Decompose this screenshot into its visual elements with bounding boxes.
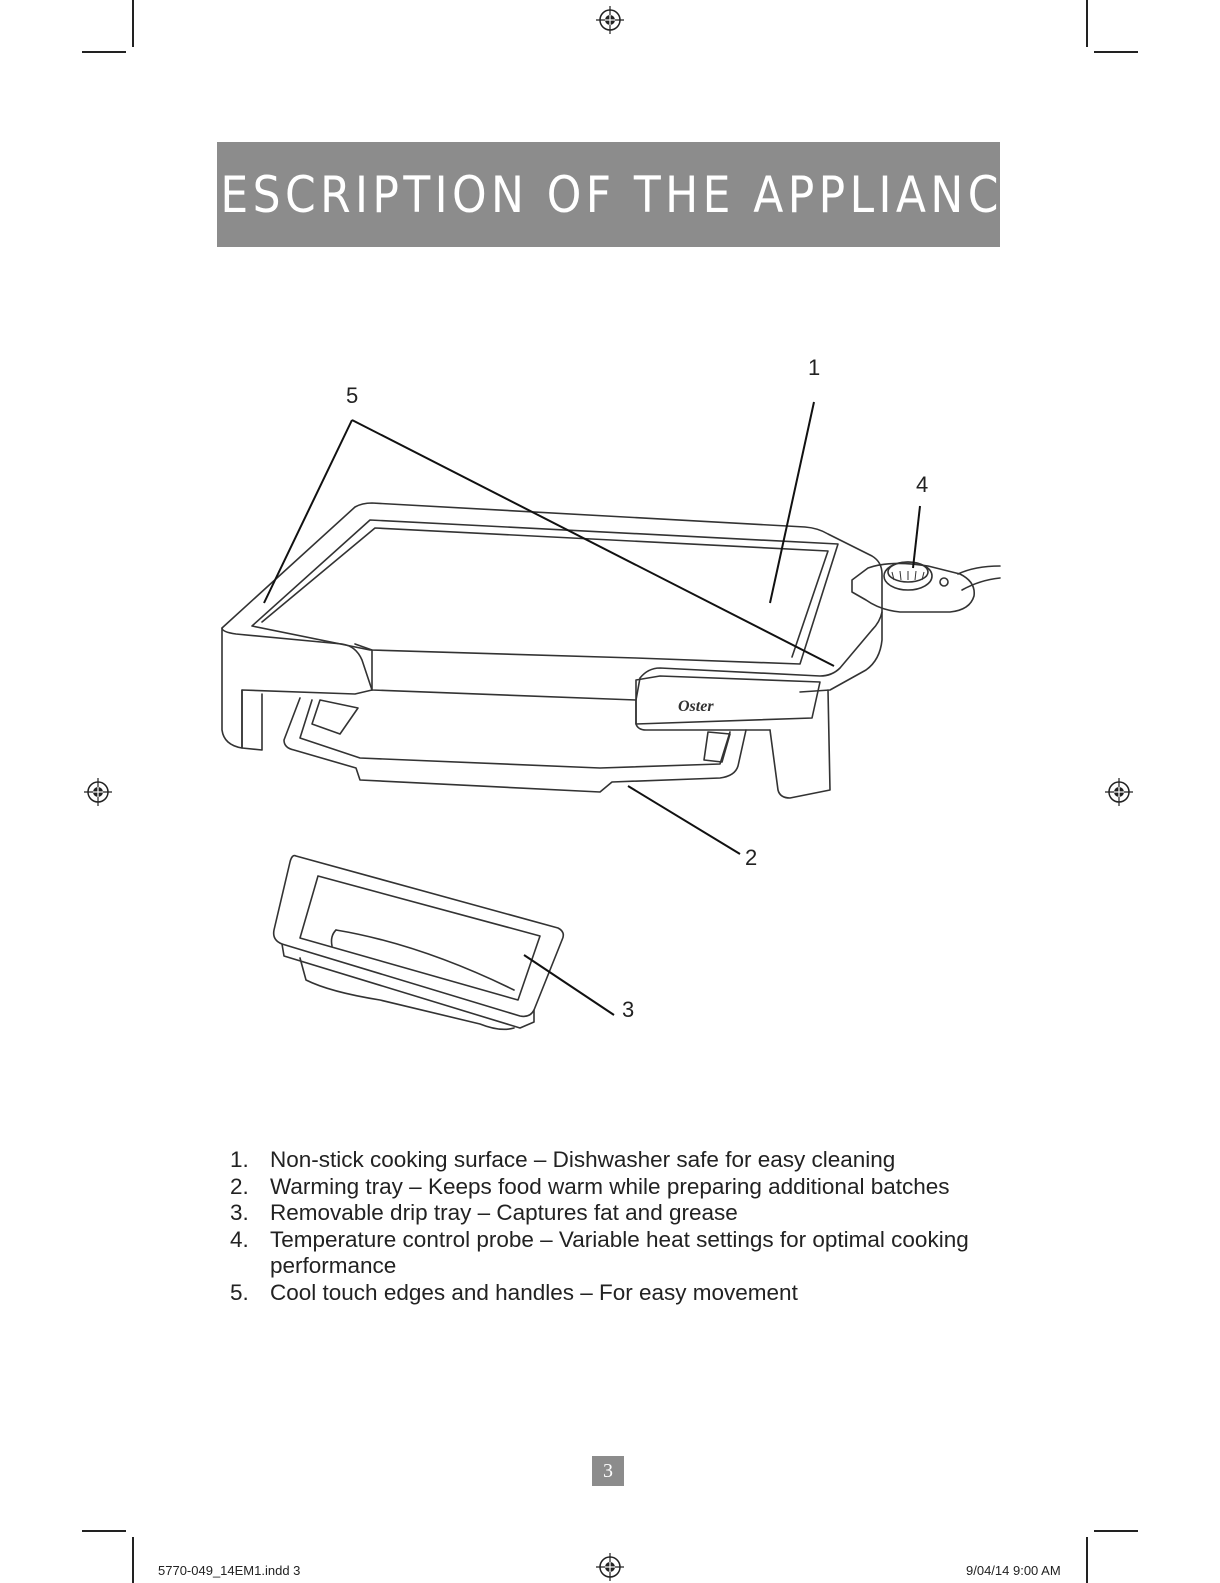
griddle-outer-rim xyxy=(222,503,882,700)
parts-legend xyxy=(230,1147,990,1306)
crop-mark-bottom-left-vertical xyxy=(132,1537,134,1583)
registration-mark-bottom-icon xyxy=(596,1553,624,1581)
slug-file-name: 5770-049_14EM1.indd 3 xyxy=(158,1563,301,1578)
legend-item: 5. Cool touch edges and handles – For easy movement xyxy=(230,1279,798,1305)
temperature-probe xyxy=(852,563,974,612)
crop-mark-bottom-right-vertical xyxy=(1086,1537,1088,1583)
legend-item: 2. Warming tray – Keeps food warm while preparing additional batches xyxy=(230,1173,950,1199)
legend-item: 3. Removable drip tray – Captures fat and grease xyxy=(230,1200,738,1225)
crop-mark-bottom-right-horizontal xyxy=(1094,1530,1138,1532)
legend-item: 4. Temperature control probe – Variable heat settings for optimal cooking performance xyxy=(230,1226,969,1278)
crop-mark-bottom-left-horizontal xyxy=(82,1530,126,1532)
callout-5: 5 xyxy=(346,383,359,408)
callout-3: 3 xyxy=(622,997,635,1022)
callout-1: 1 xyxy=(808,355,821,380)
cooking-surface xyxy=(252,520,838,664)
callout-4: 4 xyxy=(916,472,929,497)
slug-date-time: 9/04/14 9:00 AM xyxy=(966,1563,1061,1578)
callout-2: 2 xyxy=(745,845,758,870)
warming-tray xyxy=(284,698,746,792)
section-title: DESCRIPTION OF THE APPLIANCE xyxy=(182,165,1035,224)
legend-item: 1. Non-stick cooking surface – Dishwasher safe for easy cleaning xyxy=(230,1147,896,1172)
page-number: 3 xyxy=(592,1456,624,1486)
brand-logo: Oster xyxy=(678,698,714,715)
